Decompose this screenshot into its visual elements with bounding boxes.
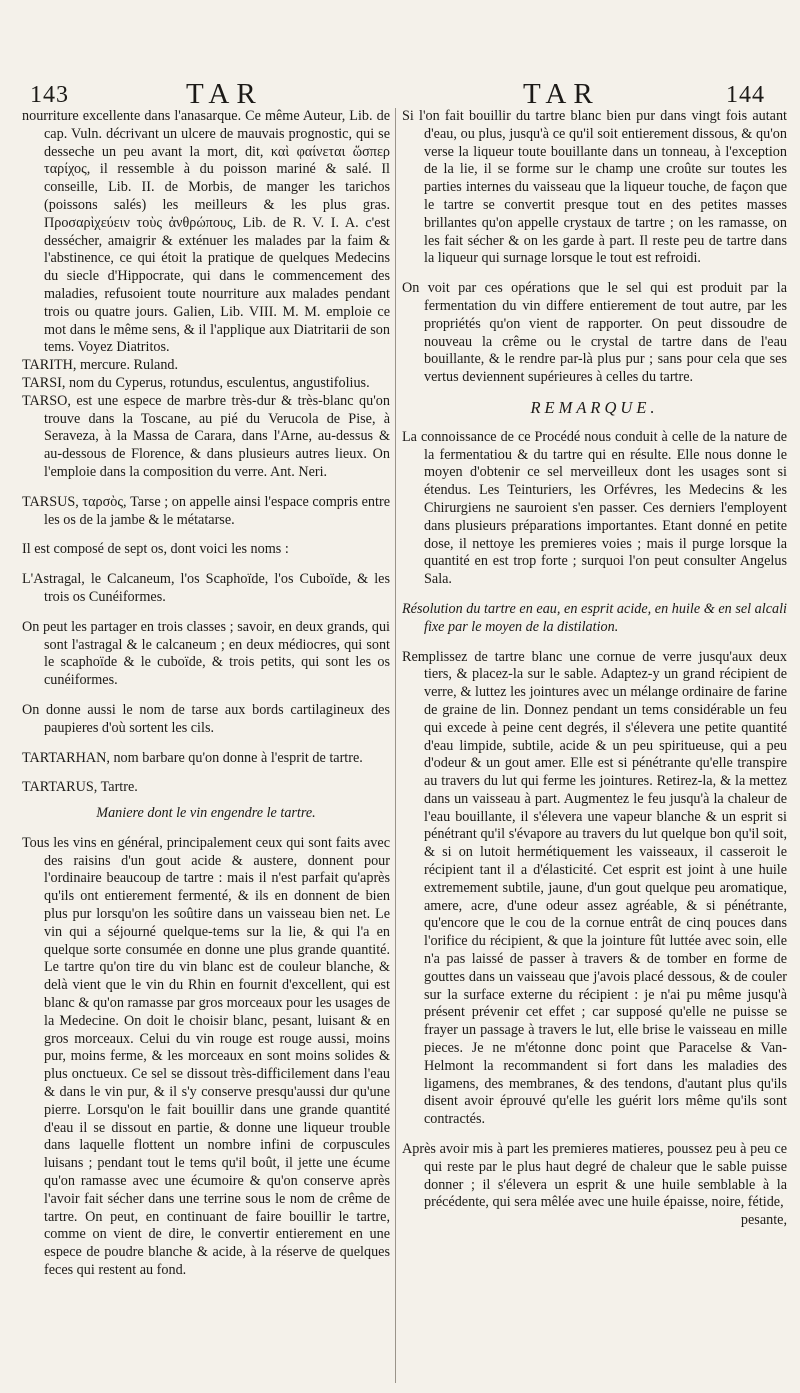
- paragraph: Il est composé de sept os, dont voici les noms :: [22, 541, 289, 558]
- paragraph: Si l'on fait bouillir du tartre blanc bien pur dans vingt fois autant d'eau, ou plus, jusqu'à ce qu'il soit entierement dissous, & qu'on verse la liqueur toute bouillante dans un tonneau, à l'exception de la lie, il se forme sur le champ une croûte sur toutes les parties internes du vaisseau que la liqueur touche, de façon que le tartre se convertit presque tout en des petites masses brillantes qu'on appelle crystaux de tartre ; on les ramasse, on les fait sécher & on les garde à part. Il reste peu de tartre dans la liqueur qui surnage lorsque le tout est refroidi.: [402, 108, 787, 267]
- left-page-number: 143: [30, 82, 69, 108]
- paragraph: L'Astragal, le Calcaneum, l'os Scaphoïde, l'os Cuboïde, & les trois os Cunéiformes.: [22, 571, 390, 605]
- catchword: pesante,: [740, 1212, 787, 1229]
- entry-tartarus: TARTARUS, Tartre.: [22, 779, 138, 796]
- paragraph: Remplissez de tartre blanc une cornue de verre jusqu'aux deux tiers, & placez-la sur le sable. Adaptez-y un grand récipient de verre, & luttez les jointures avec un mélange ordinaire de farine de graine de lin. Donnez pendant un tems considérable un feu qui excede à peine cent degrés, il s'élevera une petite quantité d'eau limpide, subtile, acide & un peu spiritueuse, qui a peu d'odeur & un gout amer. Elle est si pénétrante qu'elle transpire au travers du lut qui ferme les jointures. Retirez-la, & la mettez dans un vaisseau à part. Augmentez le feu jusqu'à la chaleur de l'eau bouillante, il s'élevera une vapeur blanche & un esprit si pénétrant qu'il s'évapore au travers du lut quelque bon qu'il soit, & si on lutoit hermétiquement les vaisseaux, il casseroit le récipient tant il a d'élasticité. Cet esprit est joint à une huile extremement subtile, jaune, d'un gout quelque peu aromatique, amere, acre, d'une odeur assez agréable, & si pénétrante, qu'encore que le cou de la cornue entrât de cinq pouces dans l'orifice du récipient, & que la jointure fût luttée avec soin, elle n'a pas laissé de passer à travers & de tomber en forme de gouttes dans un vaisseau que j'avois placé dessous, & de couler sur la surface externe du récipient : je n'ai pu même jusqu'à présent prévenir cet effet ; car supposé qu'elle ne puisse se frayer un passage à travers le lut, elle brise le vaisseau en mille pieces. Je ne m'étonne donc point que Paracelse & Van-Helmont la recommandent si fort dans les maladies des ligamens, des membranes, & des tendons, d'autant plus qu'ils disent avoir éprouvé qu'elle les guérit lors même qu'ils sont contractés.: [402, 648, 787, 1128]
- paragraph: Tous les vins en général, principalement ceux qui sont faits avec des raisins d'un gout acide & austere, donnent pour l'ordinaire beaucoup de tartre : mais il n'est parfait qu'après qu'ils ont entierement fermenté, & ils en donnent de bien plus pur lorsqu'on les soûtire dans un vaisseau bien net. Le vin qui a séjourné quelque-tems sur la lie, & qui l'a en quelque sorte consumée en donne une plus grande quantité. Le tartre qu'on tire du vin blanc est de couleur blanche, & delà vient que le vin du Rhin en fournit d'excellent, qui est blanc & qu'on ramasse par gros morceaux pour les usages de la Medecine. On doit le choisir blanc, pesant, luisant & en gros morceaux. Celui du vin rouge est rouge aussi, moins pur, moins ferme, & les morceaux en sont moins solides & plus onctueux. Ce sel se dissout très-difficilement dans l'eau & dans le vin pur, & il s'y conserve presqu'aussi dur qu'une pierre. Lorsqu'on le fait bouillir dans une grande quantité d'eau il se dissout en partie, & donne une liqueur trouble dans laquelle flottent un nombre infini de corpuscules luisans ; pendant tout le tems qu'il boût, il jette une écume qu'on ramasse avec une écumoire & qu'on conserve après l'avoir fait sécher dans une terrine sous le nom de crême de tartre. On peut, en continuant de faire bouillir le tartre, comme on vient de dire, le convertir entierement en une espece de poudre blanche & acide, à la réserve de quelques feces qui restent au fond.: [22, 834, 390, 1279]
- right-running-head: TAR: [523, 78, 600, 110]
- entry-tarith: TARITH, mercure. Ruland.: [22, 357, 179, 374]
- left-column: [22, 108, 390, 1385]
- section-subtitle: Maniere dont le vin engendre le tartre.: [96, 805, 316, 822]
- paragraph: nourriture excellente dans l'anasarque. Ce même Auteur, Lib. de cap. Vuln. décrivant un ulcere de mauvais prognostic, qui se desseche un peu avant la mort, dit, καὶ φαίνεται ὥσπερ ταρίχος, il ressemble à du poisson mariné & salé. Il conseille, Lib. II. de Morbis, de manger les tarichos (poissons salés) les meilleurs & les plus gras. Προσαρὶχεύειν τοὺς ἀνθρώπους, Lib. de R. V. I. A. c'est dessécher, amaigrir & exténuer les malades par la faim & l'abstinence, ce qui étoit la pratique de quelques Medecins du siecle d'Hippocrate, qui dans le commencement des maladies, refusoient toute nourriture aux malades pendant trois ou quatre jours. Galien, Lib. VIII. M. M. emploie ce mot dans le même sens, & il l'applique aux Diatritarii de son tems. Voyez Diatritos.: [22, 108, 390, 356]
- right-column: [402, 108, 787, 1385]
- left-running-head: TAR: [186, 78, 263, 110]
- paragraph: On voit par ces opérations que le sel qui est produit par la fermentation du vin differe entierement de tout autre, par les propriétés qu'on vient de rapporter. On peut dissoudre de nouveau la crême ou le crystal de tartre dans de l'eau bouillante, & le rendre par-là plus pur ; sans pour cela que ses vertus deviennent supérieures à celles du tartre.: [402, 280, 787, 386]
- entry-tarsi: TARSI, nom du Cyperus, rotundus, esculentus, angustifolius.: [22, 374, 370, 391]
- entry-tarso: TARSO, est une espece de marbre très-dur & très-blanc qu'on trouve dans la Toscane, au pié du Verucola de Pise, à Seraveza, à la Massa de Carara, dans l'Arne, au-dessus & au-dessous de Florence, & dans plusieurs autres lieux. On l'emploie dans la composition du verre. Ant. Neri.: [22, 392, 390, 480]
- remarque-heading: REMARQUE.: [530, 397, 659, 417]
- section-subtitle: Résolution du tartre en eau, en esprit acide, en huile & en sel alcali fixe par le moyen de la distilation.: [402, 600, 787, 635]
- column-divider: [395, 108, 396, 1383]
- paragraph: On donne aussi le nom de tarse aux bords cartilagineux des paupieres d'où sortent les cils.: [22, 701, 390, 736]
- right-page-number: 144: [726, 82, 765, 108]
- paragraph: La connoissance de ce Procédé nous conduit à celle de la nature de la fermentatiou & du tartre qui en résulte. Elle nous donne le moyen d'obtenir ce sel merveilleux dont les usages sont si étendus. Les Teinturiers, les Orfévres, les Medecins & les Chirurgiens ne sauroient s'en passer. Ces derniers l'employent dans plusieurs préparations importantes. Etant donné en petite dose, il nettoye les premieres voies ; mais il purge lorsque la quantité en est trop forte ; surquoi l'on peut consulter Angelus Sala.: [402, 428, 787, 588]
- paragraph: Après avoir mis à part les premieres matieres, poussez peu à peu ce qui reste par le plus haut degré de chaleur que le sable puisse donner ; il s'élevera un esprit & une huile semblable à la précédente, qui sera mêlée avec une huile épaisse, noire, fétide,: [402, 1141, 787, 1211]
- entry-tarsus: TARSUS, ταρσὸς, Tarse ; on appelle ainsi l'espace compris entre les os de la jambe & le métatarse.: [22, 493, 390, 528]
- paragraph: On peut les partager en trois classes ; savoir, en deux grands, qui sont l'astragal & le calcaneum ; en deux médiocres, qui sont le scaphoïde & le cuboïde, & trois petits, qui sont les os cunéiformes.: [22, 618, 390, 689]
- entry-tartarhan: TARTARHAN, nom barbare qu'on donne à l'esprit de tartre.: [22, 749, 363, 766]
